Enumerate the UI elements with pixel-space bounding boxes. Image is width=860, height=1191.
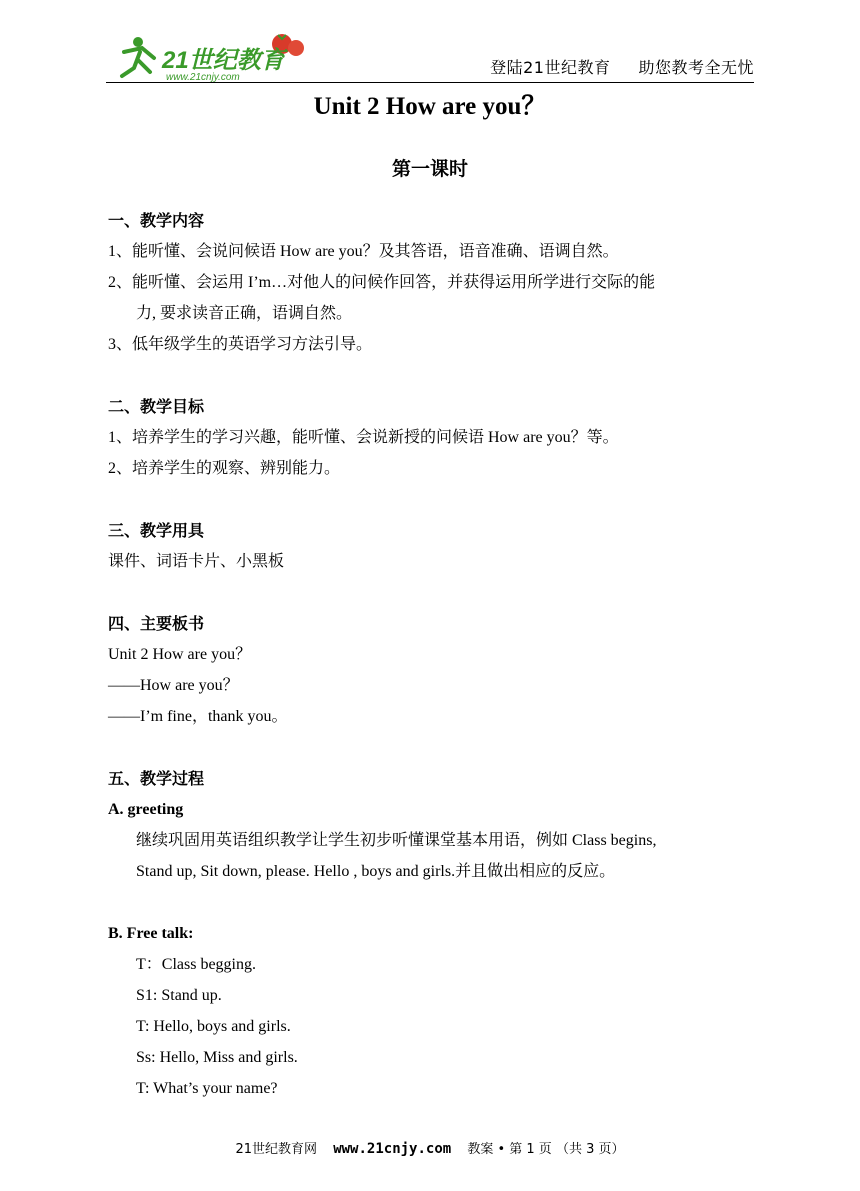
slogan-right: 助您教考全无忧 — [638, 58, 754, 77]
page-footer — [0, 1138, 860, 1157]
subsection-heading: A. greeting — [108, 801, 184, 818]
list-item-continuation: 力, 要求读音正确，语调自然。 — [136, 305, 353, 322]
dialogue-line: T：Class begging. — [136, 956, 256, 973]
runner-icon — [122, 37, 154, 76]
section-heading: 四、主要板书 — [108, 614, 205, 633]
board-line: Unit 2 How are you？ — [108, 646, 252, 663]
board-line: ——How are you？ — [108, 677, 239, 694]
board-line: ——I’m fine，thank you。 — [108, 708, 288, 725]
list-item: 2、培养学生的观察、辨别能力。 — [108, 460, 341, 477]
footer-site: 21世纪教育网 — [235, 1142, 318, 1157]
lesson-subtitle: 第一课时 — [391, 158, 468, 180]
section-heading: 五、教学过程 — [108, 769, 205, 788]
paragraph-line: Stand up, Sit down, please. Hello , boys and girls.并且做出相应的反应。 — [136, 863, 616, 880]
slogan-left: 登陆21世纪教育 — [490, 58, 611, 77]
section-heading: 二、教学目标 — [108, 397, 205, 416]
dialogue-line: T: What’s your name? — [136, 1080, 278, 1097]
dialogue-line: T: Hello, boys and girls. — [136, 1018, 291, 1035]
page-header — [106, 30, 754, 83]
logo-text: 21世纪教育 — [162, 47, 285, 74]
paragraph-line: 继续巩固用英语组织教学让学生初步听懂课堂基本用语，例如 Class begins, — [136, 832, 657, 849]
list-item: 2、能听懂、会运用 I’m…对他人的问候作回答，并获得运用所学进行交际的能 — [108, 274, 656, 291]
list-item: 课件、词语卡片、小黑板 — [108, 553, 285, 570]
site-logo — [114, 30, 314, 82]
header-slogan — [490, 55, 754, 78]
section-heading: 一、教学内容 — [108, 211, 205, 230]
footer-page-info: 教案 • 第 1 页 （共 3 页） — [467, 1142, 625, 1157]
document-title: Unit 2 How are you？ — [313, 93, 547, 120]
list-item: 1、培养学生的学习兴趣，能听懂、会说新授的问候语 How are you？等。 — [108, 429, 619, 446]
footer-url[interactable]: www.21cnjy.com — [333, 1141, 452, 1157]
dialogue-line: Ss: Hello, Miss and girls. — [136, 1049, 298, 1066]
section-heading: 三、教学用具 — [108, 521, 205, 540]
logo-url: www.21cnjy.com — [166, 72, 240, 82]
document-body — [108, 205, 756, 1104]
dialogue-line: S1: Stand up. — [136, 987, 222, 1004]
list-item: 3、低年级学生的英语学习方法引导。 — [108, 336, 373, 353]
list-item: 1、能听懂、会说问候语 How are you？及其答语，语音准确、语调自然。 — [108, 243, 619, 260]
subsection-heading: B. Free talk: — [108, 925, 194, 942]
